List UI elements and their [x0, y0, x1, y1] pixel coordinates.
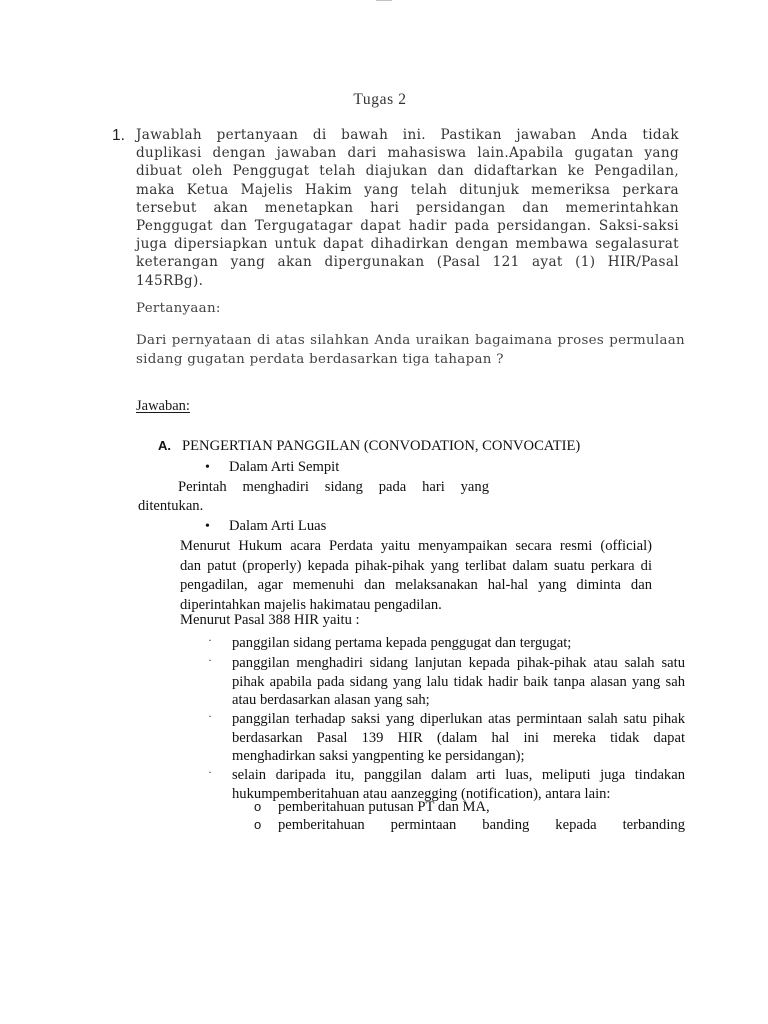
- document-title: Tugas 2: [353, 91, 407, 108]
- list-item-line: berdasarkan Pasal 139 HIR (dalam hal ini mereka tidak dapat: [232, 729, 685, 746]
- sempit-heading: Dalam Arti Sempit: [229, 459, 340, 475]
- question-line: Jawablah pertanyaan di bawah ini. Pastikan jawaban Anda tidak: [136, 127, 679, 143]
- pertanyaan-label: Pertanyaan:: [136, 301, 221, 316]
- question-line: duplikasi dengan jawaban dari mahasiswa lain.Apabila gugatan yang: [136, 145, 679, 162]
- circle-bullet-icon: o: [254, 817, 262, 832]
- question-line: keterangan yang akan dipergunakan (Pasal 121 ayat (1) HIR/Pasal: [136, 254, 679, 271]
- list-item-line: pihak apabila pada sidang yang lalu tidak hadir baik tanpa alasan yang sah: [232, 673, 685, 690]
- middle-dot-icon: ·: [208, 709, 212, 723]
- pertanyaan-line: Dari pernyataan di atas silahkan Anda uraikan bagaimana proses permulaan: [136, 333, 685, 348]
- question-number: 1.: [112, 127, 125, 144]
- pertanyaan-text: [136, 332, 685, 369]
- list-item-line: hukumpemberitahuan atau aanzegging (notification), antara lain:: [232, 785, 611, 802]
- luas-line: dan patut (properly) kepada pihak-pihak yang terlibat dalam suatu perkara di: [180, 557, 652, 574]
- bullet-luas: [205, 518, 326, 535]
- question-line: Penggugat dan Tergugatagar dapat hadir pada persidangan. Saksi-saksi: [136, 218, 679, 235]
- middle-dot-icon: ·: [208, 633, 212, 647]
- luas-heading: Dalam Arti Luas: [229, 518, 327, 534]
- luas-paragraph: [180, 537, 652, 615]
- jawaban-label: Jawaban:: [136, 398, 190, 414]
- luas-line: diperintahkan majelis hakimatau pengadilan.: [180, 596, 442, 613]
- list-item-line: menghadirkan saksi yangpenting ke persidangan);: [232, 748, 525, 765]
- question-line: dibuat oleh Penggugat telah diajukan dan didaftarkan ke Pengadilan,: [136, 163, 679, 180]
- page-top-mark: [376, 0, 392, 3]
- list-item-line: atau berdasarkan alasan yang sah;: [232, 692, 430, 709]
- list-item-line: panggilan menghadiri sidang lanjutan kepada pihak-pihak atau salah satu: [232, 655, 685, 671]
- luas-line: pengadilan, agar memenuhi dan melaksanakan hal-hal yang diminta dan: [180, 577, 652, 594]
- middle-dot-icon: ·: [208, 653, 212, 667]
- bullet-dot-icon: •: [205, 460, 210, 475]
- question-line: tersebut akan menetapkan hari persidangan dan memerintahkan: [136, 199, 679, 216]
- pasal-intro: Menurut Pasal 388 HIR yaitu :: [180, 612, 360, 628]
- question-line: juga dipersiapkan untuk dapat dihadirkan dengan membawa segalasurat: [136, 236, 679, 253]
- question-text: [136, 126, 679, 290]
- sub-item-text: pemberitahuan putusan PT dan MA,: [278, 799, 490, 815]
- section-a-heading: [158, 438, 580, 455]
- pertanyaan-line: sidang gugatan perdata berdasarkan tiga tahapan ?: [136, 351, 504, 367]
- section-a-title: PENGERTIAN PANGGILAN (CONVODATION, CONVOCATIE): [182, 438, 581, 454]
- question-line: maka Ketua Majelis Hakim yang telah ditunjuk memeriksa perkara: [136, 181, 679, 198]
- list-item-line: panggilan terhadap saksi yang diperlukan atas permintaan salah satu pihak: [232, 711, 685, 727]
- sub-item-text: pemberitahuan permintaan banding kepada terbanding: [278, 817, 685, 833]
- bullet-sempit: [205, 459, 339, 476]
- question-line: 145RBg).: [136, 272, 204, 289]
- sempit-line: ditentukan.: [138, 498, 204, 514]
- list-item-line: selain daripada itu, panggilan dalam arti luas, meliputi juga tindakan: [232, 767, 685, 783]
- sempit-line: Perintah menghadiri sidang pada hari yang: [178, 479, 489, 495]
- circle-bullet-icon: o: [254, 799, 262, 814]
- sempit-paragraph: [138, 478, 489, 516]
- section-a-letter: A.: [158, 438, 171, 453]
- bullet-dot-icon: •: [205, 519, 210, 534]
- list-item-line: panggilan sidang pertama kepada penggugat dan tergugat;: [232, 635, 572, 651]
- luas-line: Menurut Hukum acara Perdata yaitu menyampaikan secara resmi (official): [180, 538, 652, 554]
- middle-dot-icon: ·: [208, 765, 212, 779]
